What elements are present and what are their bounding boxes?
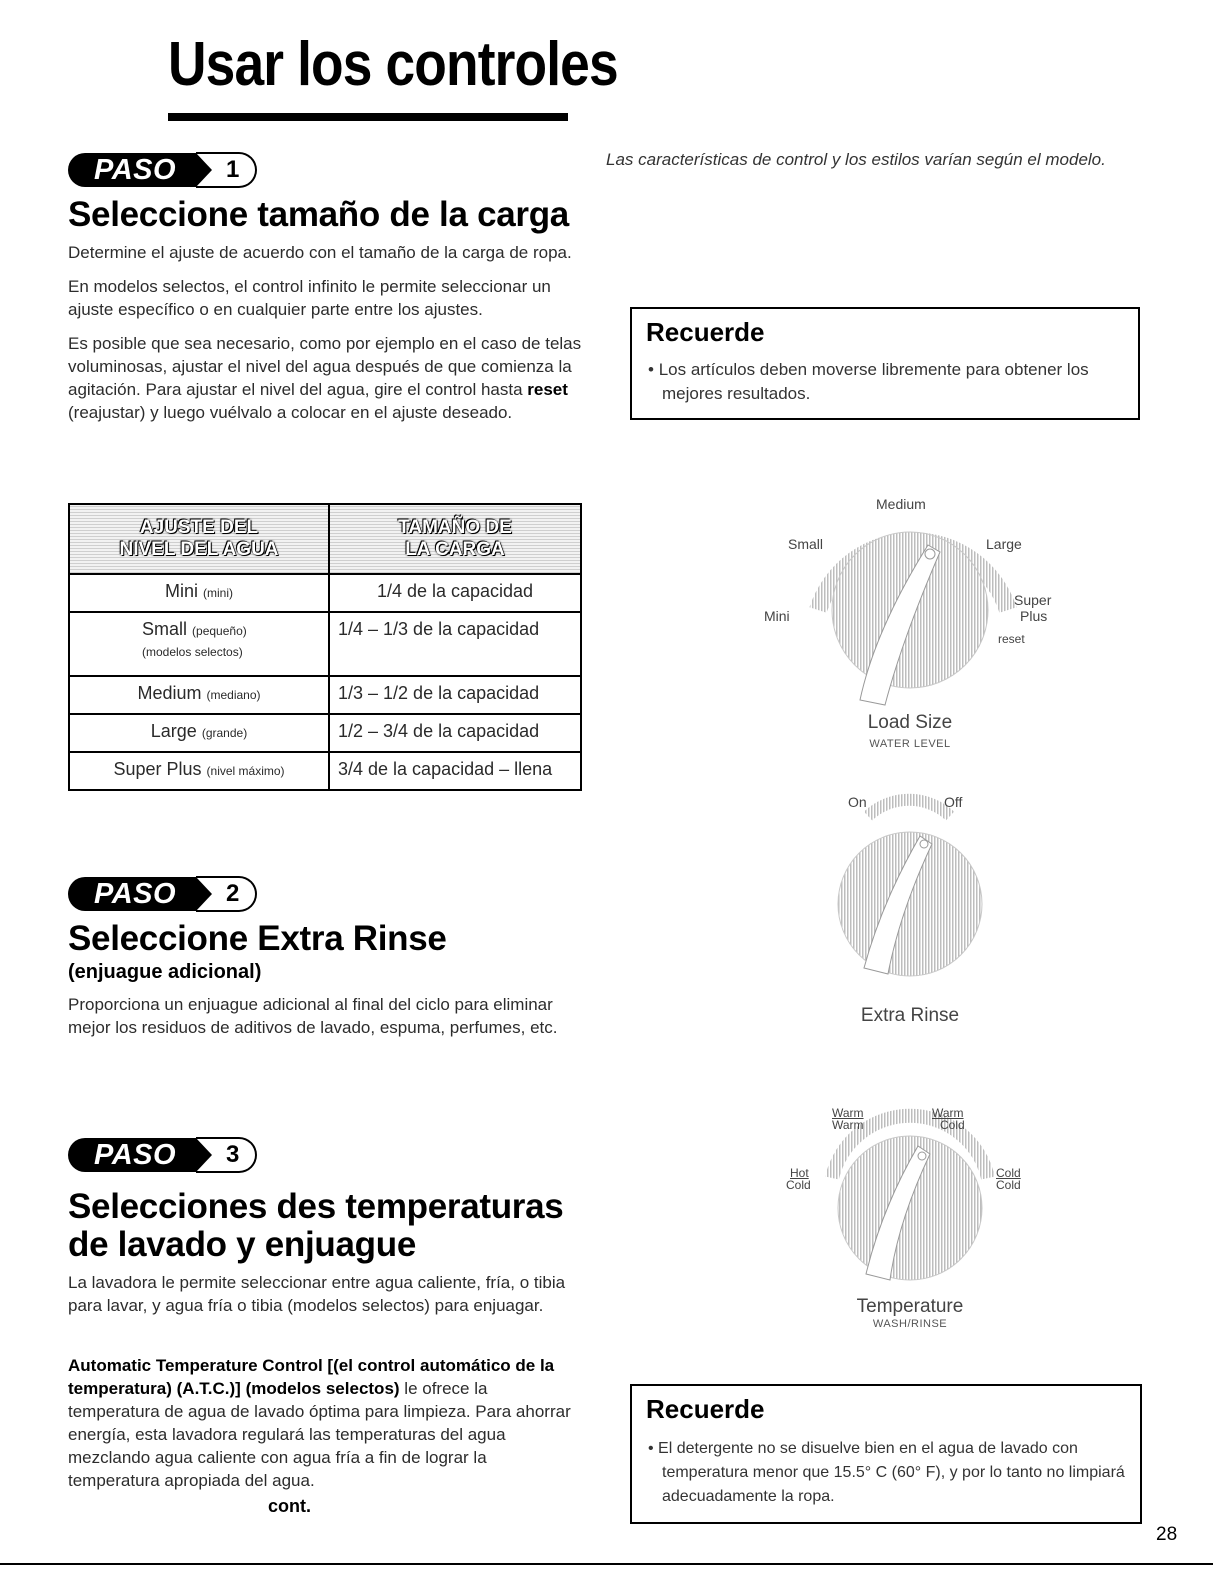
dial-label-on: On bbox=[848, 794, 867, 810]
step-2-subheading: (enjuague adicional) bbox=[68, 961, 262, 983]
step-1-body bbox=[68, 241, 588, 424]
extra-rinse-title: Extra Rinse bbox=[860, 1005, 960, 1026]
dial-label-super: Super bbox=[1014, 592, 1052, 608]
temperature-subtitle: WASH/RINSE bbox=[872, 1318, 948, 1330]
bottom-rule bbox=[0, 1563, 1213, 1565]
step-label: PASO bbox=[68, 877, 196, 911]
title-rule bbox=[168, 113, 568, 121]
model-note: Las características de control y los estilos varían según el modelo. bbox=[606, 150, 1106, 169]
table-header-setting: AJUSTE DEL NIVEL DEL AGUA bbox=[69, 504, 329, 574]
step-1-badge bbox=[68, 152, 257, 188]
step-1-paragraph-3: Es posible que sea necesario, como por ejemplo en el caso de telas voluminosas, ajustar el nivel del agua después de que comienza la agitación. Para ajustar el nivel del agua, gire el control hasta reset (reajustar) y luego vuélvalo a colocar en el ajuste deseado. bbox=[68, 334, 582, 422]
step-3-paragraph-2: Automatic Temperature Control [(el control automático de la temperatura) (A.T.C.)] (modelos selectos) le ofrece la temperatura de agua de lavado óptima para limpieza. Para ahorrar energía, esta lavadora regulará las temperaturas del agua mezclando agua caliente con agua fría a fin de lograr la temperatura apropiada del agua. bbox=[68, 1356, 571, 1490]
temperature-title: Temperature bbox=[856, 1296, 964, 1317]
step-number: 2 bbox=[196, 876, 257, 912]
temperature-dial bbox=[770, 1098, 1050, 1298]
step-number: 3 bbox=[196, 1137, 257, 1173]
dial-label-reset: reset bbox=[998, 632, 1025, 646]
step-3-heading: Selecciones des temperaturas de lavado y enjuague bbox=[68, 1187, 564, 1264]
dial-label-warm-warm-2: Warm bbox=[832, 1118, 864, 1132]
remember-box-1 bbox=[630, 307, 1140, 420]
dial-label-plus: Plus bbox=[1020, 608, 1048, 624]
table-row: Large (grande) 1/2 – 3/4 de la capacidad bbox=[69, 714, 581, 752]
dial-label-mini: Mini bbox=[764, 608, 790, 624]
step-1-paragraph-2: En modelos selectos, el control infinito le permite seleccionar un ajuste específico o en cualquier parte entre los ajustes. bbox=[68, 277, 551, 319]
step-3-badge bbox=[68, 1137, 257, 1173]
table-row: Super Plus (nivel máximo) 3/4 de la capacidad – llena bbox=[69, 752, 581, 790]
extra-rinse-dial bbox=[820, 792, 1000, 992]
remember-title: Recuerde bbox=[646, 317, 765, 347]
table-row: Mini (mini) 1/4 de la capacidad bbox=[69, 574, 581, 612]
continued-label: cont. bbox=[268, 1496, 311, 1516]
load-size-title: Load Size bbox=[867, 712, 953, 733]
remember-title: Recuerde bbox=[646, 1394, 765, 1424]
step-1-heading: Seleccione tamaño de la carga bbox=[68, 195, 569, 234]
step-3-paragraph-1: La lavadora le permite seleccionar entre agua caliente, fría, o tibia para lavar, y agua fría o tibia (modelos selectos) para enjuagar. bbox=[68, 1273, 566, 1315]
table-row: Small (pequeño) (modelos selectos) 1/4 – 1/3 de la capacidad bbox=[69, 612, 581, 676]
table-row: Medium (mediano) 1/3 – 1/2 de la capacidad bbox=[69, 676, 581, 714]
dial-label-medium: Medium bbox=[876, 496, 926, 512]
step-2-badge bbox=[68, 876, 257, 912]
dial-label-off: Off bbox=[944, 794, 963, 810]
table-header-load-size: TAMAÑO DE LA CARGA bbox=[329, 504, 581, 574]
dial-label-small: Small bbox=[788, 536, 824, 552]
dial-label-warm-warm-1: Warm bbox=[832, 1106, 864, 1120]
page-number: 28 bbox=[1156, 1524, 1178, 1545]
remember-bullet: • Los artículos deben moverse libremente para obtener los mejores resultados. bbox=[648, 360, 1089, 403]
step-2-heading: Seleccione Extra Rinse bbox=[68, 919, 447, 958]
dial-label-hot-cold-2: Cold bbox=[786, 1178, 811, 1192]
water-level-table bbox=[68, 503, 582, 791]
step-1-paragraph-1: Determine el ajuste de acuerdo con el tamaño de la carga de ropa. bbox=[68, 243, 572, 262]
dial-label-large: Large bbox=[986, 536, 1022, 552]
load-size-subtitle: WATER LEVEL bbox=[869, 738, 951, 750]
remember-box-2 bbox=[630, 1384, 1142, 1524]
dial-label-hot-cold-1: Hot bbox=[790, 1166, 809, 1180]
step-2-paragraph: Proporciona un enjuague adicional al final del ciclo para eliminar mejor los residuos de aditivos de lavado, espuma, perfumes, etc. bbox=[68, 995, 558, 1037]
dial-label-cold-cold-1: Cold bbox=[996, 1166, 1021, 1180]
step-label: PASO bbox=[68, 153, 196, 187]
dial-label-warm-cold-1: Warm bbox=[932, 1106, 964, 1120]
dial-label-cold-cold-2: Cold bbox=[996, 1178, 1021, 1192]
page-title: Usar los controles bbox=[168, 30, 618, 99]
step-label: PASO bbox=[68, 1138, 196, 1172]
dial-label-warm-cold-2: Cold bbox=[940, 1118, 965, 1132]
step-number: 1 bbox=[196, 152, 257, 188]
remember-bullet: • El detergente no se disuelve bien en el agua de lavado con temperatura menor que 15.5° C (60° F), y por lo tanto no limpiará adecuadamente la ropa. bbox=[648, 1440, 1125, 1505]
